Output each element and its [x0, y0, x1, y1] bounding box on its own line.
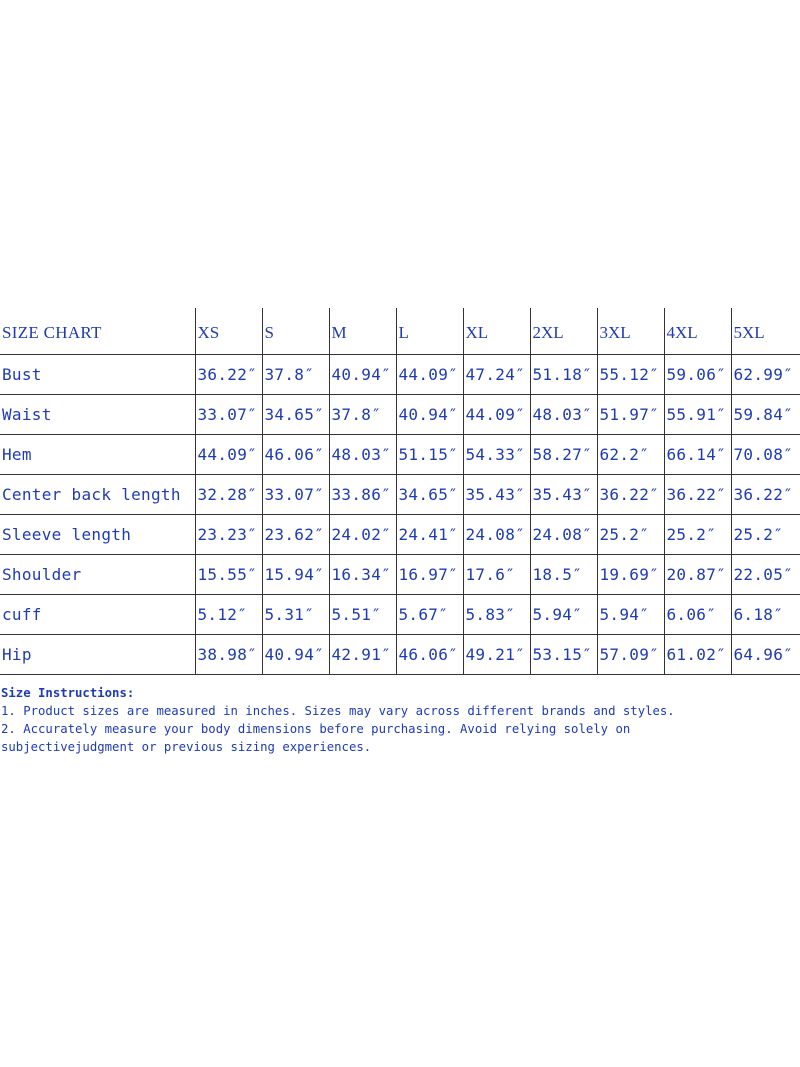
measurement-value: 18.5″ — [530, 554, 597, 594]
size-header-l: L — [396, 308, 463, 354]
size-header-m: M — [329, 308, 396, 354]
measurement-value: 70.08″ — [731, 434, 800, 474]
measurement-value: 36.22″ — [195, 354, 262, 394]
measurement-value: 23.62″ — [262, 514, 329, 554]
measurement-row — [0, 474, 800, 514]
size-header-xl: XL — [463, 308, 530, 354]
measurement-value: 44.09″ — [195, 434, 262, 474]
measurement-label: Waist — [0, 394, 195, 434]
measurement-value: 54.33″ — [463, 434, 530, 474]
measurement-value: 5.51″ — [329, 594, 396, 634]
measurement-value: 51.97″ — [597, 394, 664, 434]
measurement-value: 40.94″ — [329, 354, 396, 394]
measurement-value: 24.08″ — [463, 514, 530, 554]
measurement-value: 34.65″ — [262, 394, 329, 434]
measurement-value: 24.41″ — [396, 514, 463, 554]
measurement-value: 5.31″ — [262, 594, 329, 634]
measurement-value: 57.09″ — [597, 634, 664, 674]
size-header-s: S — [262, 308, 329, 354]
measurement-value: 51.15″ — [396, 434, 463, 474]
measurement-value: 48.03″ — [329, 434, 396, 474]
measurement-value: 61.02″ — [664, 634, 731, 674]
measurement-row — [0, 394, 800, 434]
size-chart-title: SIZE CHART — [0, 308, 195, 354]
measurement-value: 17.6″ — [463, 554, 530, 594]
measurement-value: 20.87″ — [664, 554, 731, 594]
measurement-value: 5.67″ — [396, 594, 463, 634]
measurement-value: 36.22″ — [731, 474, 800, 514]
size-header-5xl: 5XL — [731, 308, 800, 354]
measurement-value: 55.12″ — [597, 354, 664, 394]
measurement-value: 37.8″ — [329, 394, 396, 434]
measurement-value: 48.03″ — [530, 394, 597, 434]
measurement-value: 40.94″ — [396, 394, 463, 434]
size-instructions — [1, 684, 791, 756]
measurement-value: 5.94″ — [530, 594, 597, 634]
size-table-body — [0, 308, 800, 674]
measurement-row — [0, 554, 800, 594]
measurement-row — [0, 354, 800, 394]
measurement-row — [0, 434, 800, 474]
measurement-value: 24.02″ — [329, 514, 396, 554]
size-header-xs: XS — [195, 308, 262, 354]
measurement-value: 59.84″ — [731, 394, 800, 434]
measurement-value: 38.98″ — [195, 634, 262, 674]
measurement-value: 19.69″ — [597, 554, 664, 594]
size-chart-table — [0, 308, 800, 675]
measurement-value: 42.91″ — [329, 634, 396, 674]
measurement-row — [0, 514, 800, 554]
measurement-value: 62.2″ — [597, 434, 664, 474]
measurement-value: 6.06″ — [664, 594, 731, 634]
size-header-4xl: 4XL — [664, 308, 731, 354]
measurement-value: 51.18″ — [530, 354, 597, 394]
measurement-row — [0, 634, 800, 674]
measurement-value: 33.07″ — [195, 394, 262, 434]
measurement-value: 22.05″ — [731, 554, 800, 594]
measurement-value: 53.15″ — [530, 634, 597, 674]
measurement-value: 55.91″ — [664, 394, 731, 434]
measurement-value: 47.24″ — [463, 354, 530, 394]
size-header-3xl: 3XL — [597, 308, 664, 354]
measurement-label: Sleeve length — [0, 514, 195, 554]
measurement-value: 44.09″ — [463, 394, 530, 434]
measurement-value: 15.55″ — [195, 554, 262, 594]
measurement-value: 25.2″ — [664, 514, 731, 554]
size-instruction-line: 2. Accurately measure your body dimensions before purchasing. Avoid relying solely on — [1, 722, 631, 736]
measurement-value: 36.22″ — [597, 474, 664, 514]
size-instruction-line: subjectivejudgment or previous sizing experiences. — [1, 740, 372, 754]
measurement-value: 5.12″ — [195, 594, 262, 634]
measurement-value: 35.43″ — [463, 474, 530, 514]
measurement-label: Hem — [0, 434, 195, 474]
measurement-value: 33.07″ — [262, 474, 329, 514]
measurement-value: 58.27″ — [530, 434, 597, 474]
measurement-label: cuff — [0, 594, 195, 634]
measurement-value: 6.18″ — [731, 594, 800, 634]
measurement-value: 25.2″ — [597, 514, 664, 554]
measurement-value: 15.94″ — [262, 554, 329, 594]
size-instructions-title: Size Instructions: — [1, 686, 135, 700]
measurement-value: 36.22″ — [664, 474, 731, 514]
measurement-label: Bust — [0, 354, 195, 394]
measurement-value: 66.14″ — [664, 434, 731, 474]
measurement-value: 46.06″ — [396, 634, 463, 674]
measurement-value: 46.06″ — [262, 434, 329, 474]
measurement-value: 33.86″ — [329, 474, 396, 514]
measurement-label: Center back length — [0, 474, 195, 514]
measurement-value: 59.06″ — [664, 354, 731, 394]
measurement-value: 16.97″ — [396, 554, 463, 594]
measurement-value: 5.94″ — [597, 594, 664, 634]
measurement-value: 34.65″ — [396, 474, 463, 514]
measurement-value: 37.8″ — [262, 354, 329, 394]
measurement-label: Hip — [0, 634, 195, 674]
measurement-value: 40.94″ — [262, 634, 329, 674]
measurement-value: 16.34″ — [329, 554, 396, 594]
measurement-value: 62.99″ — [731, 354, 800, 394]
measurement-value: 64.96″ — [731, 634, 800, 674]
measurement-value: 32.28″ — [195, 474, 262, 514]
size-instruction-line: 1. Product sizes are measured in inches. Sizes may vary across different brands and styles. — [1, 704, 675, 718]
measurement-value: 49.21″ — [463, 634, 530, 674]
measurement-value: 25.2″ — [731, 514, 800, 554]
measurement-value: 35.43″ — [530, 474, 597, 514]
measurement-value: 24.08″ — [530, 514, 597, 554]
size-chart — [0, 308, 800, 675]
measurement-value: 5.83″ — [463, 594, 530, 634]
measurement-value: 44.09″ — [396, 354, 463, 394]
measurement-row — [0, 594, 800, 634]
size-header-2xl: 2XL — [530, 308, 597, 354]
size-header-row — [0, 308, 800, 354]
measurement-value: 23.23″ — [195, 514, 262, 554]
measurement-label: Shoulder — [0, 554, 195, 594]
